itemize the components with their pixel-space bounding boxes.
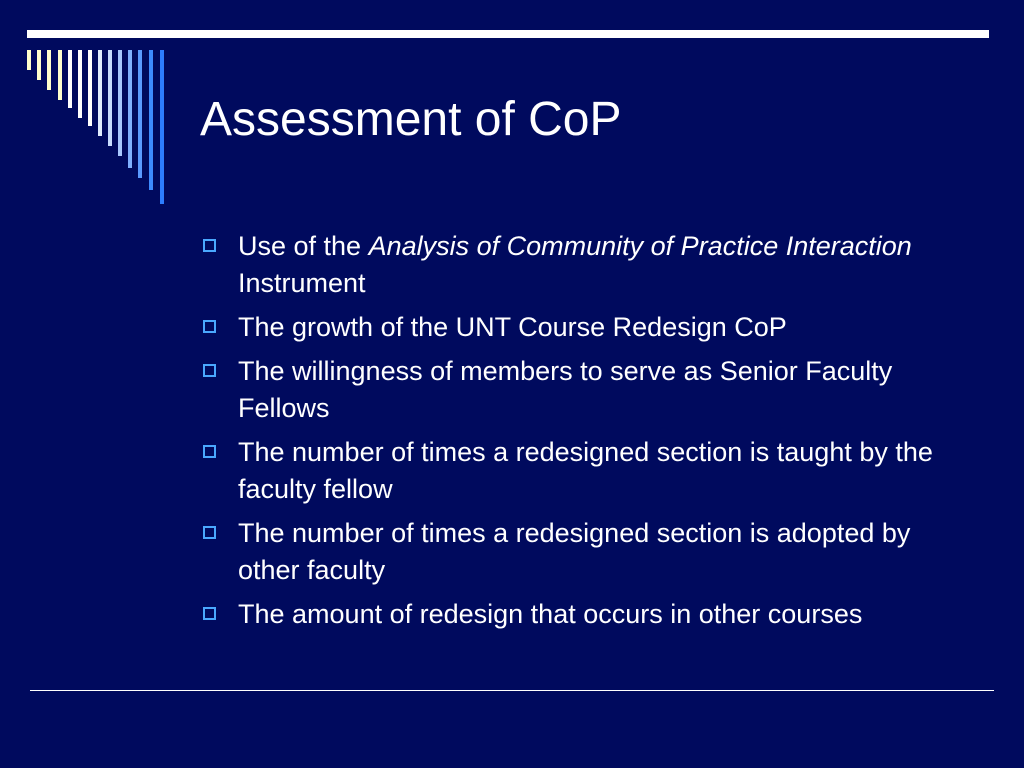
stripe (58, 50, 62, 100)
stripe (37, 50, 41, 80)
stripe (128, 50, 132, 168)
stripe (160, 50, 164, 204)
bullet-text-suffix: Instrument (238, 268, 366, 298)
bullet-emphasis: Analysis of Community of Practice Interaction (368, 231, 912, 261)
square-bullet-icon (203, 320, 216, 333)
square-bullet-icon (203, 364, 216, 377)
bullet-text: The amount of redesign that occurs in other courses (238, 599, 863, 629)
stripe (78, 50, 82, 118)
stripe (47, 50, 51, 90)
bullet-item (200, 309, 960, 346)
square-bullet-icon (203, 607, 216, 620)
stripe (68, 50, 72, 108)
bullet-item (200, 515, 960, 589)
stripe (118, 50, 122, 156)
bullet-item (200, 228, 960, 302)
stripe (149, 50, 153, 190)
square-bullet-icon (203, 526, 216, 539)
slide-title: Assessment of CoP (200, 93, 622, 146)
square-bullet-icon (203, 239, 216, 252)
bullet-text: The number of times a redesigned section is taught by the faculty fellow (238, 437, 933, 504)
bullet-list (200, 228, 960, 640)
stripe (108, 50, 112, 146)
stripe (138, 50, 142, 178)
stripe (27, 50, 31, 70)
bullet-text: The growth of the UNT Course Redesign CoP (238, 312, 787, 342)
bullet-item (200, 434, 960, 508)
stripe (88, 50, 92, 126)
top-rule (27, 30, 989, 38)
square-bullet-icon (203, 445, 216, 458)
bullet-item (200, 353, 960, 427)
bullet-text: Use of the (238, 231, 369, 261)
bullet-item (200, 596, 960, 633)
bullet-text: The willingness of members to serve as Senior Faculty Fellows (238, 356, 893, 423)
stripe (98, 50, 102, 136)
bullet-text: The number of times a redesigned section is adopted by other faculty (238, 518, 911, 585)
bottom-rule (30, 690, 994, 691)
